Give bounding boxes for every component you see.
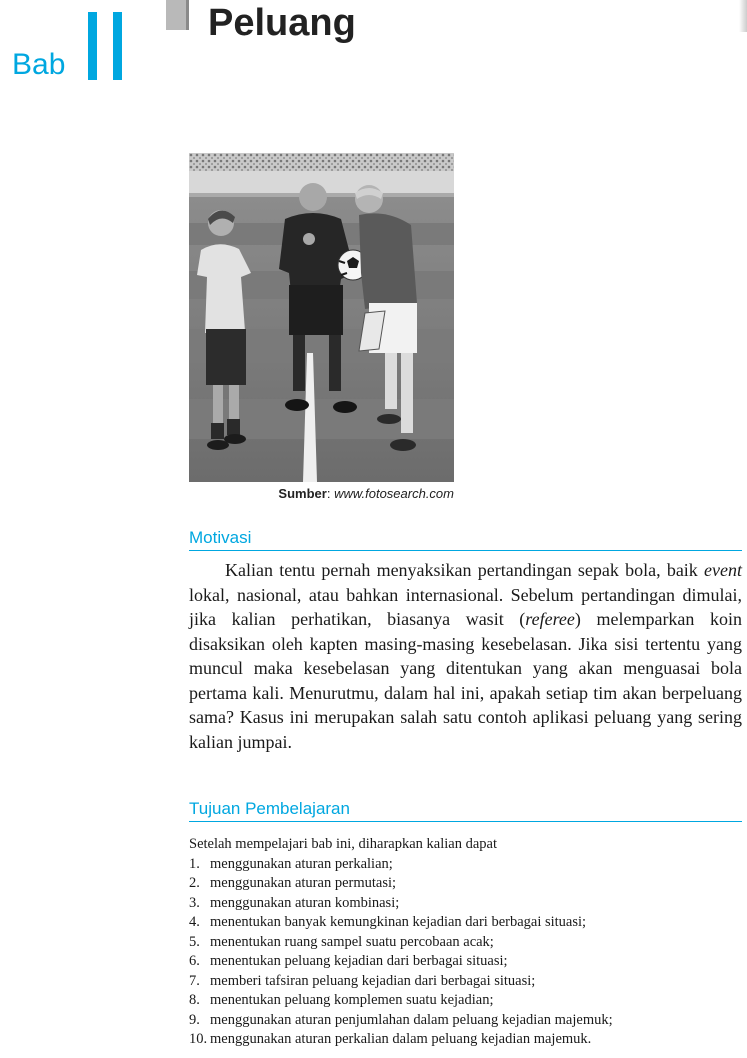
list-item <box>189 894 742 914</box>
list-item-number: 5. <box>189 933 200 950</box>
list-item-number: 4. <box>189 914 200 930</box>
header-gray-bar-edge <box>186 0 189 30</box>
motivasi-term-referee: referee <box>525 609 575 629</box>
list-item-text: menggunakan aturan perkalian dalam peluang kejadian majemuk. <box>210 1031 592 1047</box>
caption-source-label: Sumber <box>278 486 327 501</box>
list-item-number: 6. <box>189 953 200 969</box>
motivasi-text-1: Kalian tentu pernah menyaksikan pertandingan sepak bola, baik <box>225 560 705 580</box>
list-item <box>189 1011 742 1031</box>
list-item-number: 10. <box>189 1031 208 1047</box>
objectives-list <box>189 855 742 1050</box>
chapter-label: Bab <box>12 48 66 81</box>
list-item <box>189 874 742 894</box>
list-item-number: 2. <box>189 875 200 891</box>
caption-url: www.fotosearch.com <box>334 486 454 501</box>
list-item-text: menggunakan aturan kombinasi; <box>210 894 400 911</box>
list-item <box>189 913 742 933</box>
list-item-text: menentukan banyak kemungkinan kejadian dari berbagai situasi; <box>210 914 587 930</box>
motivasi-term-event: event <box>704 560 742 580</box>
stadium-crowd <box>189 153 454 171</box>
list-item-text: menggunakan aturan penjumlahan dalam peluang kejadian majemuk; <box>210 1011 613 1028</box>
page-edge-mark <box>739 0 747 32</box>
list-item-text: menggunakan aturan permutasi; <box>210 875 397 891</box>
list-item-number: 9. <box>189 1011 200 1028</box>
list-item-text: menentukan ruang sampel suatu percobaan acak; <box>210 933 494 950</box>
list-item-text: menggunakan aturan perkalian; <box>210 855 393 872</box>
list-item-number: 8. <box>189 992 200 1008</box>
objectives-intro: Setelah mempelajari bab ini, diharapkan kalian dapat <box>189 836 498 852</box>
list-item <box>189 855 742 875</box>
chapter-title: Peluang <box>208 2 356 44</box>
motivasi-heading: Motivasi <box>189 528 742 551</box>
roman-numeral-bar-1 <box>88 12 97 80</box>
tujuan-heading: Tujuan Pembelajaran <box>189 799 742 822</box>
list-item-text: menentukan peluang komplemen suatu kejadian; <box>210 992 494 1008</box>
roman-numeral-bar-2 <box>113 12 122 80</box>
list-item <box>189 933 742 953</box>
photo-referee-coin-toss <box>189 153 454 482</box>
list-item-number: 3. <box>189 894 200 911</box>
list-item-text: memberi tafsiran peluang kejadian dari berbagai situasi; <box>210 972 536 989</box>
objectives-block <box>189 835 742 1050</box>
list-item <box>189 972 742 992</box>
list-item-text: menentukan peluang kejadian dari berbagai situasi; <box>210 953 508 969</box>
motivasi-paragraph <box>189 558 742 754</box>
list-item <box>189 952 742 972</box>
photo-caption <box>189 486 454 501</box>
list-item <box>189 991 742 1011</box>
list-item-number: 7. <box>189 972 200 989</box>
list-item <box>189 1030 742 1050</box>
motivasi-text-3: ) melemparkan koin disaksikan oleh kapten masing-masing kesebelasan. Jika sisi tertentu yang muncul maka kesebelasan yang ditentukan yang akan menguasai bola pertama kali. Menurutmu, dalam hal ini, apakah setiap tim akan berpeluang sama? Kasus ini merupakan salah satu contoh aplikasi peluang yang sering kalian jumpai. <box>189 609 742 752</box>
motivasi-text-2: lokal, nasional, atau bahkan internasional. Sebelum pertandingan dimulai, jika kalian perhatikan, biasanya wasit ( <box>189 584 742 629</box>
caption-separator: : <box>326 486 331 501</box>
list-item-number: 1. <box>189 855 200 872</box>
